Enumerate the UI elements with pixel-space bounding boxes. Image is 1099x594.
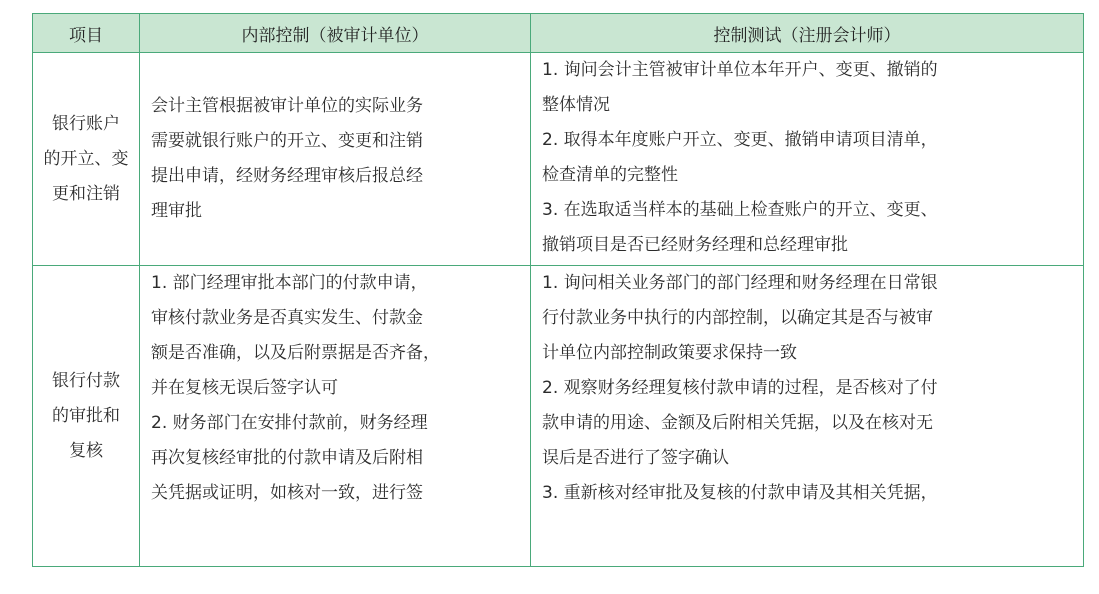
header-control-test: 控制测试（注册会计师） <box>531 14 1084 53</box>
test-line: 1. 询问相关业务部门的部门经理和财务经理在日常银 <box>542 273 938 293</box>
table-row <box>33 53 1084 266</box>
internal-control-cell <box>140 53 531 266</box>
item-bank-account-open-change-close <box>33 53 140 266</box>
item-line: 复核 <box>69 440 103 461</box>
test-line: 误后是否进行了签字确认 <box>542 448 729 468</box>
test-line: 1. 询问会计主管被审计单位本年开户、变更、撤销的 <box>542 60 938 80</box>
control-line: 额是否准确，以及后附票据是否齐备， <box>151 343 440 363</box>
internal-control-cell <box>140 266 531 567</box>
control-line: 1. 部门经理审批本部门的付款申请， <box>151 273 428 293</box>
header-internal-control: 内部控制（被审计单位） <box>140 14 531 53</box>
table-header-row <box>33 14 1084 53</box>
item-line: 的审批和 <box>52 405 120 426</box>
control-line: 理审批 <box>151 201 202 221</box>
control-line: 再次复核经审批的付款申请及后附相 <box>151 448 423 468</box>
test-line: 2. 取得本年度账户开立、变更、撤销申请项目清单， <box>542 130 938 150</box>
item-line: 银行账户 <box>52 113 120 134</box>
test-line: 行付款业务中执行的内部控制，以确定其是否与被审 <box>542 308 933 328</box>
test-line: 3. 重新核对经审批及复核的付款申请及其相关凭据， <box>542 483 938 503</box>
control-line: 需要就银行账户的开立、变更和注销 <box>151 131 423 151</box>
test-line: 款申请的用途、金额及后附相关凭据，以及在核对无 <box>542 413 933 433</box>
test-line: 撤销项目是否已经财务经理和总经理审批 <box>542 235 848 255</box>
test-line: 计单位内部控制政策要求保持一致 <box>542 343 797 363</box>
control-line: 会计主管根据被审计单位的实际业务 <box>151 96 423 116</box>
control-line: 提出申请，经财务经理审核后报总经 <box>151 166 423 186</box>
test-line: 3. 在选取适当样本的基础上检查账户的开立、变更、 <box>542 200 938 220</box>
item-bank-payment-approval-review <box>33 266 140 567</box>
item-line: 的开立、变 <box>43 148 129 169</box>
item-line: 更和注销 <box>52 183 120 204</box>
header-item: 项目 <box>33 14 140 53</box>
table-row <box>33 266 1084 567</box>
test-line: 检查清单的完整性 <box>542 165 678 185</box>
control-line: 审核付款业务是否真实发生、付款金 <box>151 308 423 328</box>
control-line: 并在复核无误后签字认可 <box>151 378 338 398</box>
control-line: 关凭据或证明，如核对一致，进行签 <box>151 483 423 503</box>
control-test-cell <box>531 53 1084 266</box>
control-line: 2. 财务部门在安排付款前，财务经理 <box>151 413 428 433</box>
item-line: 银行付款 <box>52 370 120 391</box>
control-test-cell <box>531 266 1084 567</box>
test-line: 2. 观察财务经理复核付款申请的过程，是否核对了付 <box>542 378 938 398</box>
audit-control-table <box>32 13 1084 567</box>
test-line: 整体情况 <box>542 95 610 115</box>
